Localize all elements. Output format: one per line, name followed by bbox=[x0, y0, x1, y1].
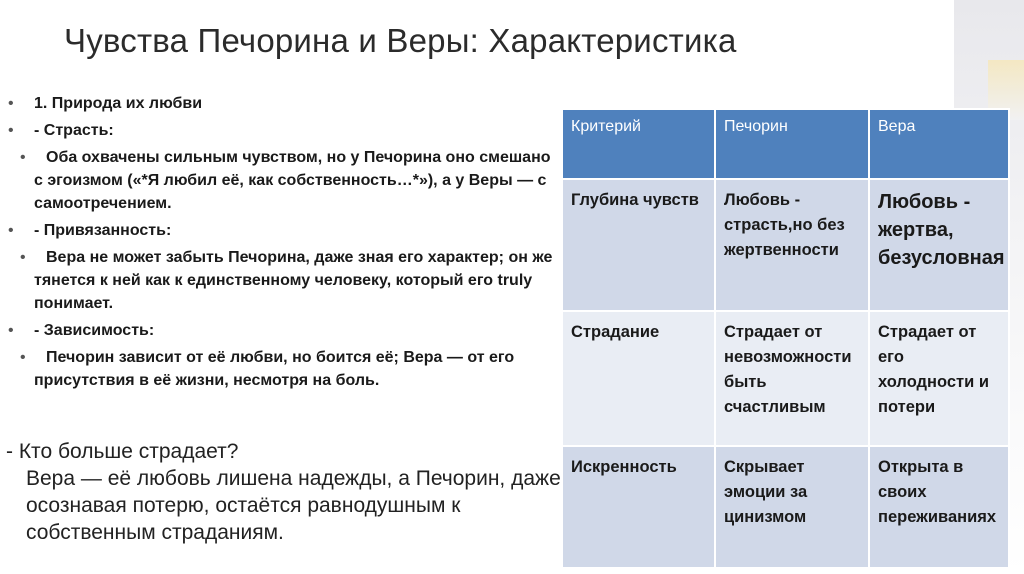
bullet-item bbox=[8, 119, 560, 142]
cell-pechorin: Скрывает эмоции за цинизмом bbox=[715, 446, 869, 568]
table-header-row bbox=[562, 109, 1009, 179]
header-criterion: Критерий bbox=[562, 109, 715, 179]
bullet-list bbox=[8, 92, 560, 396]
bullet-text: 1. Природа их любви bbox=[34, 95, 203, 112]
cell-criterion: Страдание bbox=[562, 311, 715, 446]
bullet-item bbox=[8, 146, 560, 215]
table-row bbox=[562, 179, 1009, 311]
conclusion-question: - Кто больше страдает? bbox=[6, 440, 239, 463]
comparison-table bbox=[561, 108, 1010, 569]
bullet-item bbox=[8, 319, 560, 342]
bullet-item bbox=[8, 346, 560, 392]
bullet-text: Оба охвачены сильным чувством, но у Печорина оно смешано с эгоизмом («*Я любил её, как собственность…*»), а у Веры — с самоотречением. bbox=[34, 149, 551, 212]
bullet-item bbox=[8, 246, 560, 315]
slide-title: Чувства Печорина и Веры: Характеристика bbox=[64, 22, 737, 59]
cell-vera: Страдает от его холодности и потери bbox=[869, 311, 1009, 446]
table-row bbox=[562, 446, 1009, 568]
header-vera: Вера bbox=[869, 109, 1009, 179]
bullet-item bbox=[8, 92, 560, 115]
cell-vera: Открыта в своих переживаниях bbox=[869, 446, 1009, 568]
cell-pechorin: Страдает от невозможности быть счастливым bbox=[715, 311, 869, 446]
cell-criterion: Искренность bbox=[562, 446, 715, 568]
bullet-text: - Привязанность: bbox=[34, 222, 172, 239]
conclusion-text bbox=[6, 438, 566, 546]
bullet-text: - Страсть: bbox=[34, 122, 114, 139]
cell-vera: Любовь - жертва, безусловная bbox=[869, 179, 1009, 311]
cell-pechorin: Любовь - страсть,но без жертвенности bbox=[715, 179, 869, 311]
bullet-item bbox=[8, 219, 560, 242]
bullet-text: Печорин зависит от её любви, но боится её; Вера — от его присутствия в её жизни, несмотря на боль. bbox=[34, 349, 515, 389]
bullet-text: Вера не может забыть Печорина, даже зная его характер; он же тянется к ней как к единственному человеку, который его truly понимает. bbox=[34, 249, 553, 312]
header-pechorin: Печорин bbox=[715, 109, 869, 179]
table-row bbox=[562, 311, 1009, 446]
cell-criterion: Глубина чувств bbox=[562, 179, 715, 311]
bullet-text: - Зависимость: bbox=[34, 322, 155, 339]
conclusion-answer: Вера — её любовь лишена надежды, а Печорин, даже осознавая потерю, остаётся равнодушным к собственным страданиям. bbox=[26, 467, 561, 544]
